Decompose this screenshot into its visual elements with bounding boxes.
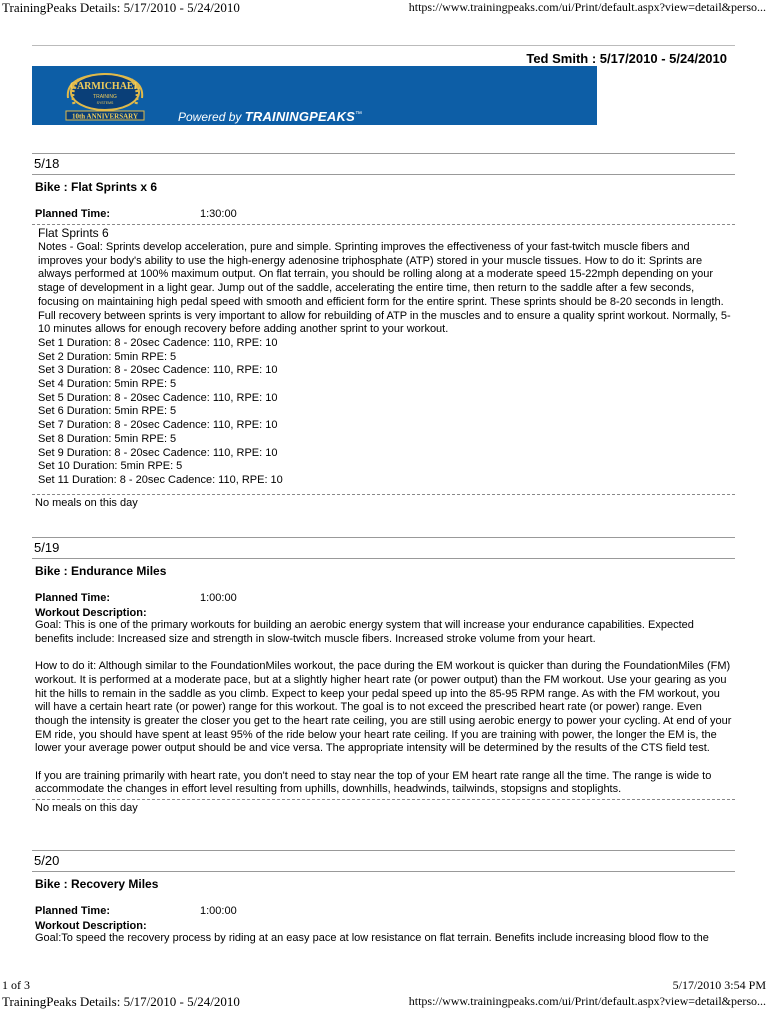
set-line: Set 4 Duration: 5min RPE: 5 [38,378,177,391]
workout-title: Bike : Endurance Miles [35,564,167,578]
planned-time-value: 1:00:00 [200,905,237,917]
print-datetime: 5/17/2010 3:54 PM [672,978,766,992]
carmichael-logo [60,68,150,123]
brand-banner [32,66,597,125]
logo-name-text: CARMICHAEL [69,81,141,92]
planned-time-value: 1:00:00 [200,592,237,604]
meals-status: No meals on this day [35,802,138,815]
day-section-5-18 [32,153,735,509]
set-line: Set 9 Duration: 8 - 20sec Cadence: 110, RPE: 10 [38,446,278,459]
workout-description-label: Workout Description: [35,607,147,619]
day-date: 5/19 [32,537,735,559]
trainingpeaks-wordmark: TRAININGPEAKS [244,109,355,124]
print-footer-url: https://www.trainingpeaks.com/ui/Print/default.aspx?view=detail&perso... [408,994,766,1008]
notes-text: Notes - Goal: Sprints develop acceleration, pure and simple. Sprinting improves the effectiveness of your fast-twitch muscle fibers and improves your body's ability to use the high-energy adenosine triphosphate (ATP) stored in your muscle tissues. How to do it: Sprints are always performed at 100% maximum output. On flat terrain, you should be rolling along at a moderate speed 15-22mph depending on your stage of development in a light gear. Jump out of the saddle, accelerating the entire time, then return to the saddle after a few seconds, focusing on maintaining high pedal speed with smooth and efficient form for the entire sprint. These sprints should be 8-20 seconds in length. Full recovery between sprints is very important to allow for rebuilding of ATP in the muscles and to ensure a quality sprint workout. Normally, 5-10 minutes allows for enough recovery before adding another sprint to your workout. [38,241,731,336]
workout-title: Bike : Flat Sprints x 6 [35,180,158,194]
day-date: 5/18 [32,153,735,175]
workout-description-label: Workout Description: [35,920,147,932]
day-section-5-20 [32,850,735,946]
meals-status: No meals on this day [35,496,138,509]
description-paragraph: Goal:To speed the recovery process by riding at an easy pace at low resistance on flat terrain. Benefits include increasing blood flow to the [35,932,709,944]
set-line: Set 11 Duration: 8 - 20sec Cadence: 110, RPE: 10 [38,473,283,486]
planned-time-row [32,592,735,607]
set-line: Set 1 Duration: 8 - 20sec Cadence: 110, RPE: 10 [38,336,278,349]
top-divider [32,45,735,46]
dashed-divider [32,494,735,495]
workout-description [32,932,735,946]
set-line: Set 6 Duration: 5min RPE: 5 [38,405,177,418]
set-line: Set 2 Duration: 5min RPE: 5 [38,350,177,363]
logo-anniversary-text: 10th ANNIVERSARY [71,112,139,121]
description-paragraph: How to do it: Although similar to the FoundationMiles workout, the pace during the EM workout is quicker than during the FoundationMiles (FM) workout. It is performed at a moderate pace, but at a slightly higher heart rate (or power output) than the FM workout. Use your gearing as you hit the hills to remain in the saddle as you climb. Expect to keep your pedal speed up into the 85-95 RPM range. As with the FM workout, you will have a certain heart rate (or power) range for this workout. The goal is to not exceed the prescribed heart rate (or power) range. Even though the intensity is greater the closer you get to the heart rate ceiling, you are still using aerobic energy to power your cycling. At end of your EM ride, you should have spent at least 95% of the ride below your heart rate ceiling. If you are training with power, the longer the EM is, the lower your average power output should be and vice versa. The appropriate intensity will be determined by the results of the CTS field test. [35,660,732,755]
workout-title: Bike : Recovery Miles [35,877,159,891]
set-line: Set 3 Duration: 8 - 20sec Cadence: 110, RPE: 10 [38,364,278,377]
description-paragraph: Goal: This is one of the primary workouts for building an aerobic energy system that will increase your endurance capabilities. Expected benefits include: Increased size and strength in slow-twitch muscle fibers. Increased stroke volume from your heart. [35,619,694,645]
description-paragraph: If you are training primarily with heart rate, you don't need to stay near the top of your EM heart rate range all the time. The range is wide to accommodate the changes in effort level resulting from uphills, downhills, headwinds, tailwinds, stopsigns and stoplights. [35,769,712,796]
day-date: 5/20 [32,850,735,872]
set-line: Set 5 Duration: 8 - 20sec Cadence: 110, RPE: 10 [38,391,278,404]
planned-time-label: Planned Time: [35,208,110,220]
print-header-title: TrainingPeaks Details: 5/17/2010 - 5/24/2010 [2,0,240,15]
print-footer-title: TrainingPeaks Details: 5/17/2010 - 5/24/2010 [2,994,240,1009]
workout-name: Flat Sprints 6 [38,226,109,240]
set-line: Set 7 Duration: 8 - 20sec Cadence: 110, RPE: 10 [38,419,278,432]
set-line: Set 10 Duration: 5min RPE: 5 [38,460,183,473]
dashed-divider [32,799,735,800]
planned-time-label: Planned Time: [35,905,110,917]
dashed-divider [32,224,735,225]
workout-notes [32,226,735,488]
planned-time-row [32,905,735,920]
planned-time-row [32,208,735,223]
day-section-5-19 [32,537,735,814]
planned-time-value: 1:30:00 [200,208,237,220]
set-line: Set 8 Duration: 5min RPE: 5 [38,432,177,445]
svg-text:SYSTEMS: SYSTEMS [96,101,114,105]
workout-description [32,619,735,797]
powered-by-label: Powered by TRAININGPEAKS™ [178,109,362,124]
athlete-date-range: Ted Smith : 5/17/2010 - 5/24/2010 [526,51,727,66]
svg-text:TRAINING: TRAINING [93,94,117,100]
print-header-url: https://www.trainingpeaks.com/ui/Print/default.aspx?view=detail&perso... [408,0,766,14]
planned-time-label: Planned Time: [35,592,110,604]
page-number: 1 of 3 [2,978,30,992]
